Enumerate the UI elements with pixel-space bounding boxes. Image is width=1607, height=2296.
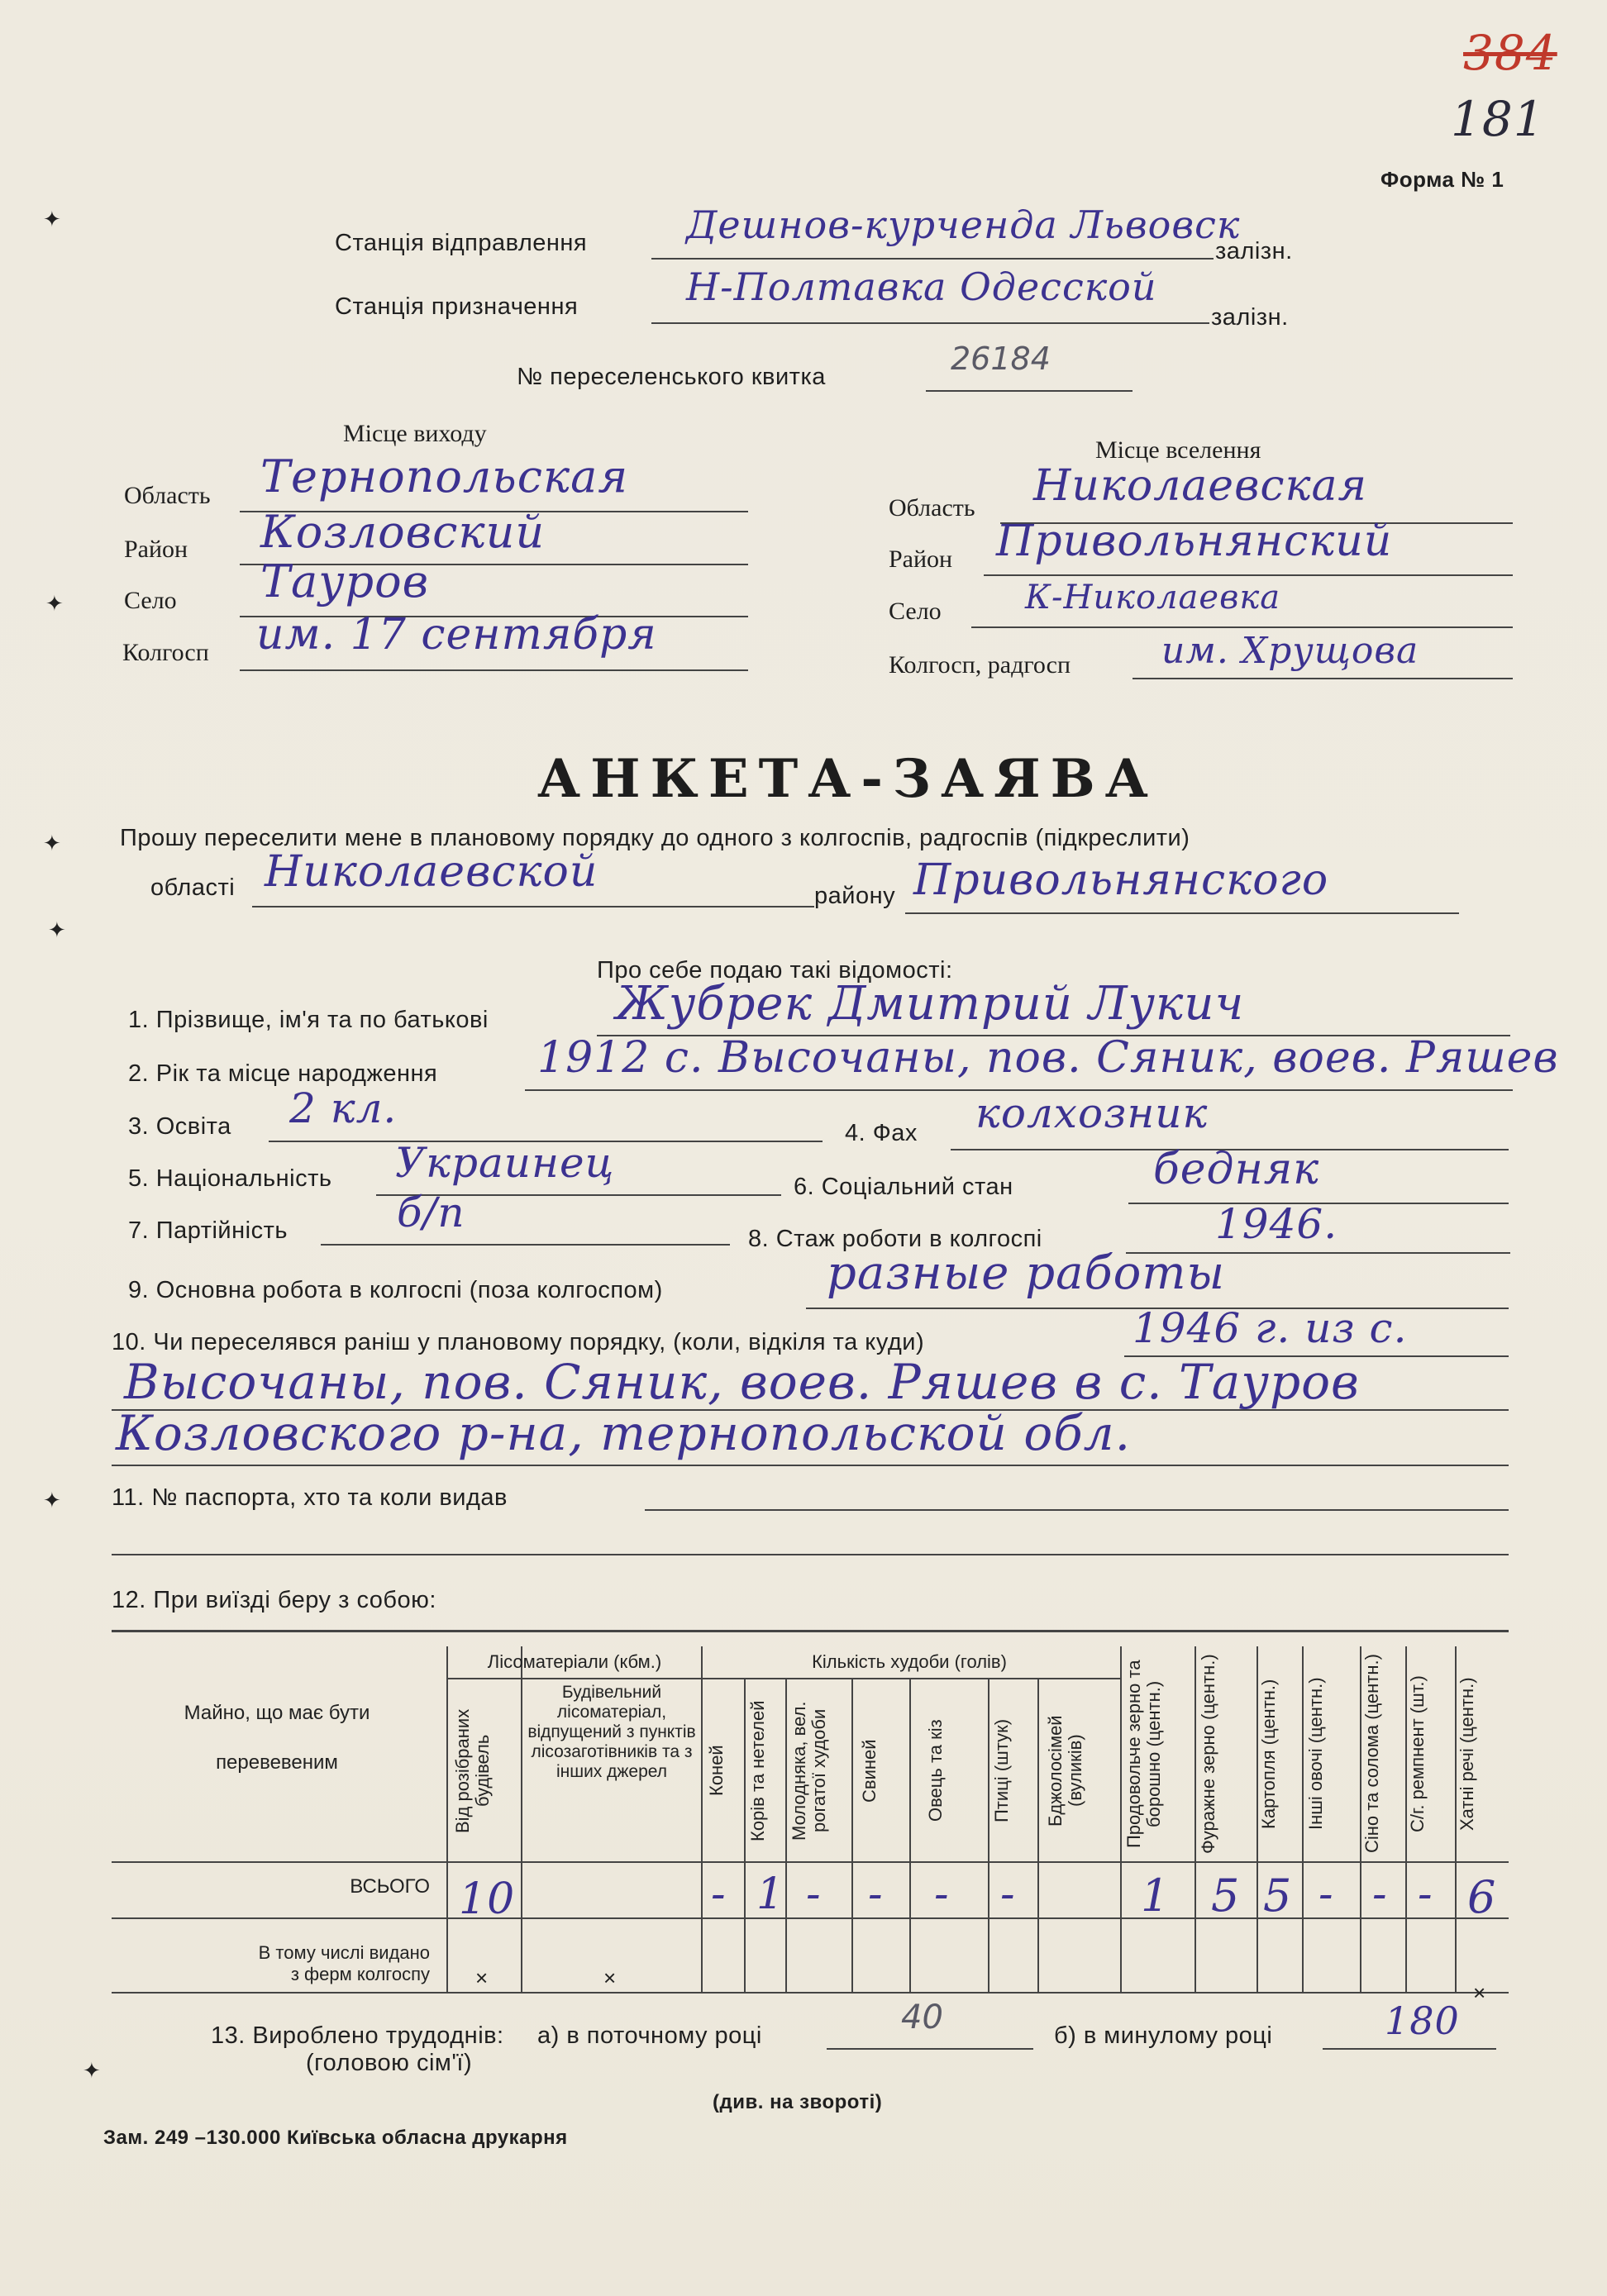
destination-kolkhoz-label: Колгосп, радгосп [889,651,1071,679]
table-col-pigs: Свиней [859,1739,880,1803]
field-2-value: 1912 с. Высочаны, пов. Сяник, воев. Ряшев [537,1033,1559,1083]
field-10-value-2: Высочаны, пов. Сяник, воев. Ряшев в с. Тауров [124,1354,1360,1410]
origin-region-value: Тернопольская [260,450,629,503]
oblast-label: області [150,874,236,901]
table-col-food-grain: Продовольче зерно та борошно (центн.) [1123,1660,1164,1848]
table-total-cell: - [1319,1870,1334,1919]
field-3-value: 2 кл. [289,1084,398,1132]
field-5-value: Украинец [395,1139,615,1187]
table-property-header-2: перевевеним [216,1751,338,1774]
table-col-building-timber: Будівельний лісоматеріал, відпущений з пунктів лісозаготівників та з інших джерел [527,1683,696,1781]
info-intro: Про себе подаю такі відомості: [597,957,953,984]
old-page-number: 384 [1463,25,1557,81]
field-4-label: 4. Фах [845,1120,918,1146]
field-8-label: 8. Стаж роботи в колгоспі [748,1226,1042,1252]
table-property-header-1: Майно, що має бути [184,1702,370,1724]
origin-kolkhoz-label: Колгосп [122,639,209,666]
departure-station-value: Дешнов-курченда Львовск [686,202,1241,247]
field-1-label: 1. Прізвище, ім'я та по батькові [128,1007,489,1033]
field-11-label: 11. № паспорта, хто та коли видав [112,1484,508,1511]
destination-district-value: Привольнянский [996,517,1393,566]
field-6-value: бедняк [1153,1145,1320,1194]
ticket-value: 26184 [951,341,1051,377]
destination-title: Місце вселення [1095,436,1261,464]
field-3-label: 3. Освіта [128,1113,231,1140]
table-total-cell: - [806,1870,822,1919]
destination-station-value: Н-Полтавка Одесской [686,264,1157,309]
table-col-dismantled: Від розібраних будівель [452,1708,493,1833]
page-number: 181 [1451,91,1545,147]
table-total-cell: 1 [1141,1870,1171,1922]
table-total-cell: 5 [1263,1870,1293,1922]
table-col-hay: Сіно та солома (центн.) [1361,1654,1382,1854]
table-total-cell: - [868,1870,884,1919]
origin-village-value: Тауров [260,555,430,607]
table-col-feed-grain: Фуражне зерно (центн.) [1198,1654,1218,1854]
table-row-farm-2: з ферм колгоспу [290,1964,430,1984]
field-4-value: колхозник [975,1089,1209,1137]
footer-note: (див. на звороті) [713,2091,883,2113]
field-12-label: 12. При виїзді беру з собою: [112,1587,436,1613]
destination-station-label: Станція призначення [335,293,579,320]
departure-station-label: Станція відправлення [335,230,588,256]
table-total-cell: - [934,1870,950,1919]
table-col-tools: С/г. ремпнент (шт.) [1407,1675,1428,1832]
table-row-total: ВСЬОГО [350,1875,430,1898]
destination-village-value: К-Николаевка [1025,579,1281,617]
rayon-value: Привольнянского [913,855,1329,905]
table-total-cell: 1 [756,1870,785,1919]
field-9-value: разные работы [827,1246,1226,1300]
origin-kolkhoz-value: им. 17 сентября [256,610,657,660]
request-text: Прошу переселити мене в плановому порядку до одного з колгоспів, радгоспів (підкреслити) [120,825,1190,851]
table-col-potatoes: Картопля (центн.) [1258,1679,1279,1829]
workdays-current-value: 40 [901,1998,943,2036]
table-total-cell: - [711,1870,727,1919]
origin-district-value: Козловский [260,506,546,558]
table-group-livestock: Кількість худоби (голів) [812,1651,1007,1672]
origin-village-label: Село [124,587,177,614]
table-col-vegetables: Інші овочі (центн.) [1305,1677,1326,1831]
table-col-horses: Коней [706,1745,727,1797]
field-8-value: 1946. [1215,1200,1338,1248]
table-farm-mark: × [603,1965,617,1990]
table-row-farm-1: В тому числі видано [258,1942,430,1963]
table-total-cell: 5 [1211,1870,1241,1922]
punch-mark: ✦ [43,207,61,231]
origin-title: Місце виходу [343,420,487,447]
origin-district-label: Район [124,536,188,563]
table-col-house: Хатні речі (центн.) [1457,1677,1477,1831]
field-1-value: Жубрек Дмитрий Лукич [616,977,1245,1031]
table-col-sheep: Овець та кіз [925,1719,946,1822]
field-7-value: б/п [397,1188,465,1236]
field-2-label: 2. Рік та місце народження [128,1060,438,1087]
punch-mark: ✦ [43,831,61,855]
printer-line: Зам. 249 –130.000 Київська обласна друкарня [103,2127,568,2149]
railway-suffix-1: залізн. [1215,238,1293,264]
workdays-previous-label: б) в минулому році [1054,2022,1273,2049]
railway-suffix-2: залізн. [1211,304,1289,331]
field-5-label: 5. Національність [128,1165,332,1192]
table-col-young-cattle: Молодняка, вел. рогатої худоби [789,1701,829,1841]
table-col-cows: Корів та нетелей [747,1700,768,1841]
field-6-label: 6. Соціальний стан [794,1174,1013,1200]
destination-village-label: Село [889,598,942,625]
workdays-sub-label: (головою сім'ї) [306,2050,473,2076]
table-group-timber: Лісоматеріали (кбм.) [487,1651,662,1672]
table-total-cell: - [1372,1870,1388,1919]
table-total-cell: 6 [1467,1871,1497,1923]
field-10-label: 10. Чи переселявся раніш у плановому порядку, (коли, відкіля та куди) [112,1329,925,1355]
rayon-label: району [814,883,896,909]
ticket-label: № переселенського квитка [517,364,826,390]
field-10-value-1: 1946 г. из с. [1133,1304,1408,1352]
workdays-current-label: а) в поточному році [537,2022,762,2049]
table-col-poultry: Птиці (штук) [991,1718,1012,1823]
table-total-cell: 10 [459,1874,516,1924]
table-total-cell: - [1000,1870,1016,1919]
destination-district-label: Район [889,545,953,573]
form-title: АНКЕТА-ЗАЯВА [537,748,1158,810]
destination-region-label: Область [889,494,975,522]
table-col-bees: Бджолосімей (вуликів) [1045,1715,1085,1827]
table-farm-mark: × [1473,1980,1486,2005]
destination-kolkhoz-value: им. Хрущова [1161,630,1419,672]
punch-mark: ✦ [43,1488,61,1512]
form-label: Форма № 1 [1380,167,1504,192]
origin-region-label: Область [124,482,211,509]
punch-mark: ✦ [48,917,66,942]
table-total-cell: - [1418,1870,1433,1919]
workdays-label: 13. Вироблено трудоднів: [211,2022,504,2049]
punch-mark: ✦ [45,591,64,616]
field-7-label: 7. Партійність [128,1217,288,1244]
field-10-value-3: Козловского р-на, тернопольской обл. [116,1405,1132,1461]
field-9-label: 9. Основна робота в колгоспі (поза колгоспом) [128,1277,663,1303]
workdays-previous-value: 180 [1385,1998,1460,2043]
oblast-value: Николаевской [265,847,598,897]
table-farm-mark: × [475,1965,489,1990]
punch-mark: ✦ [83,2058,101,2083]
destination-region-value: Николаевская [1033,461,1367,511]
